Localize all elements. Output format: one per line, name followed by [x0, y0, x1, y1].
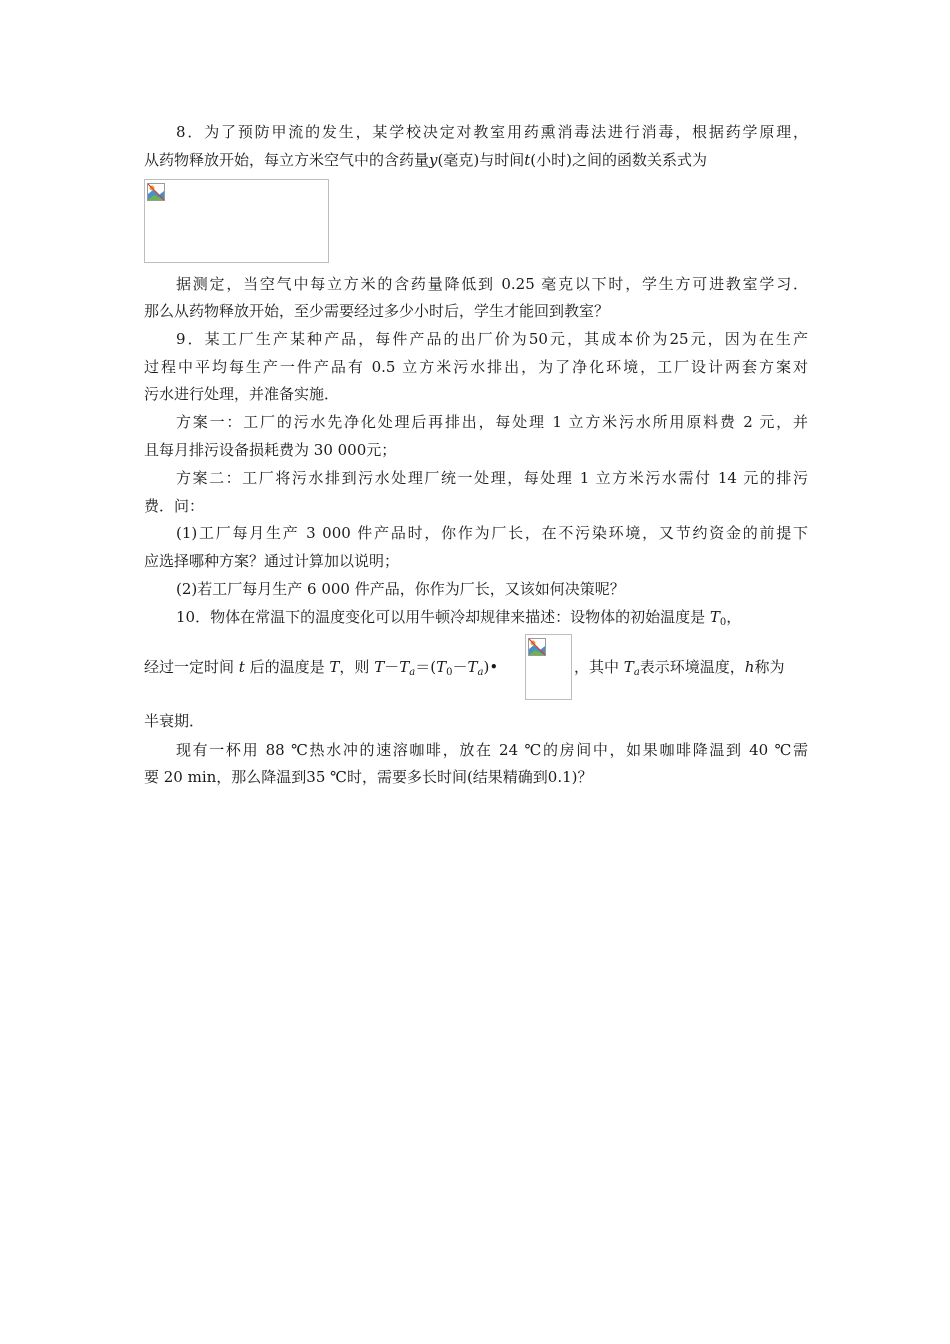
- q9-part1-line-2: 应选择哪种方案？通过计算加以说明；: [144, 552, 400, 570]
- exponent-image-placeholder: [525, 634, 572, 700]
- formula-image-placeholder: [144, 179, 329, 263]
- q8-line-2: 从药物释放开始，每立方米空气中的含药量y(毫克)与时间t(小时)之间的函数关系式为: [144, 151, 707, 169]
- q8-line-1: 8．为了预防甲流的发生，某学校决定对教室用药熏消毒法进行消毒，根据药学原理，: [176, 123, 808, 141]
- q10-line-5: 要 20 min，那么降温到35 ℃时，需要多长时间(结果精确到0.1)？: [144, 768, 593, 786]
- q9-line-1: 9．某工厂生产某种产品，每件产品的出厂价为50元，其成本价为25元，因为在生产: [176, 330, 808, 348]
- q9-line-3: 污水进行处理，并准备实施．: [144, 385, 340, 403]
- q8-line-4: 那么从药物释放开始，至少需要经过多少小时后，学生才能回到教室？: [144, 302, 610, 320]
- q9-plan2-line-2: 费．问：: [144, 497, 205, 515]
- q10-line-2-tail: ，其中 $T_a$表示环境温度，h称为: [574, 658, 785, 678]
- q10-line-1: 10．物体在常温下的温度变化可以用牛顿冷却规律来描述：设物体的初始温度是 $T_0$，: [176, 608, 742, 628]
- q10-line-3: 半衰期．: [144, 712, 205, 730]
- q9-plan2-line-1: 方案二：工厂将污水排到污水处理厂统一处理，每处理 1 立方米污水需付 14 元的排污: [176, 469, 808, 487]
- q9-plan1-line-1: 方案一：工厂的污水先净化处理后再排出，每处理 1 立方米污水所用原料费 2 元，并: [176, 413, 808, 431]
- q9-line-2: 过程中平均每生产一件产品有 0.5 立方米污水排出，为了净化环境，工厂设计两套方案对: [144, 358, 808, 376]
- broken-image-icon: [528, 638, 546, 656]
- q9-part2-line: (2)若工厂每月生产 6 000 件产品，你作为厂长，又该如何决策呢？: [176, 580, 625, 598]
- q8-line-3: 据测定，当空气中每立方米的含药量降低到 0.25 毫克以下时，学生方可进教室学习．: [176, 275, 808, 293]
- q10-line-2: 经过一定时间 t 后的温度是 T，则 $T-T_a=(T_0-T_a)•$: [144, 658, 499, 678]
- q9-plan1-line-2: 且每月排污设备损耗费为 30 000元；: [144, 441, 397, 459]
- q9-part1-line-1: (1)工厂每月生产 3 000 件产品时，你作为厂长，在不污染环境，又节约资金的前提下: [176, 524, 808, 542]
- q10-line-4: 现有一杯用 88 ℃热水冲的速溶咖啡，放在 24 ℃的房间中，如果咖啡降温到 40 ℃需: [176, 741, 808, 759]
- broken-image-icon: [147, 183, 165, 201]
